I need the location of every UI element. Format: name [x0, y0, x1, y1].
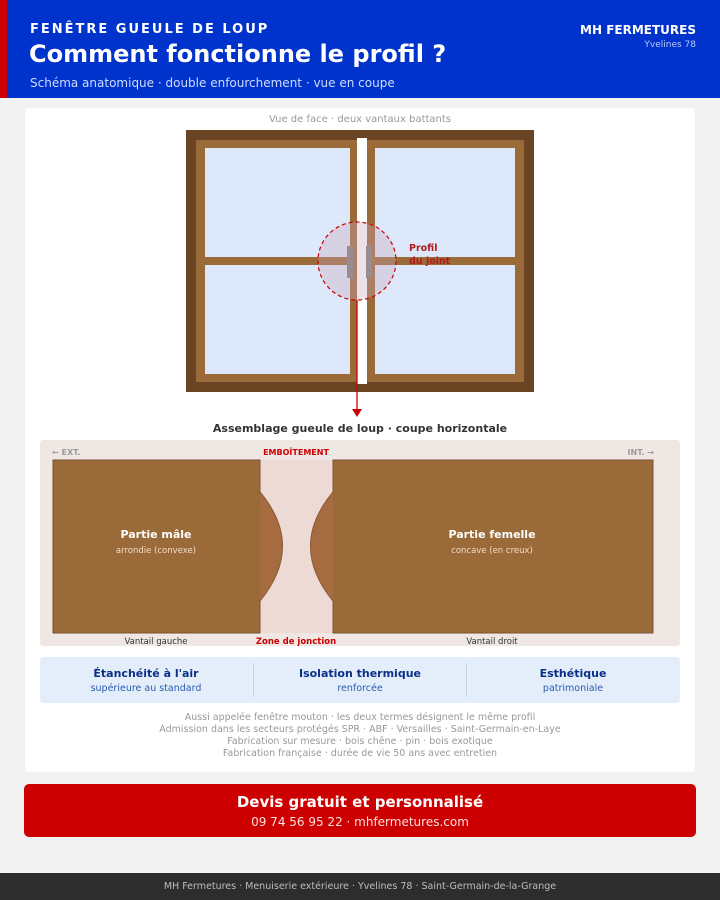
cta-contact: 09 74 56 95 22 · mhfermetures.com	[251, 815, 469, 829]
cta-title: Devis gratuit et personnalisé	[236, 793, 484, 811]
page-subtitle: Schéma anatomique · double enfourchement · vue en coupe	[30, 76, 395, 90]
glass-pane	[375, 265, 515, 374]
feature-aesthetics	[467, 657, 679, 703]
feature-subtitle: supérieure au standard	[90, 683, 202, 694]
feature-title: Isolation thermique	[298, 667, 421, 680]
header-accent-bar	[0, 0, 7, 98]
note-line: Aussi appelée fenêtre mouton · les deux termes désignent le même profil	[184, 712, 536, 723]
feature-bar	[40, 657, 680, 703]
note-line: Fabrication sur mesure · bois chêne · pin · bois exotique	[227, 736, 493, 747]
arrow-head	[352, 409, 362, 417]
footer-text: MH Fermetures · Menuiserie extérieure · Yvelines 78 · Saint-Germain-de-la-Grange	[163, 881, 557, 892]
glass-pane	[375, 148, 515, 257]
diagram-card	[25, 108, 695, 772]
exterior-label: ← EXT.	[52, 448, 81, 457]
joint-highlight-circle	[318, 222, 396, 300]
female-part-title: Partie femelle	[448, 528, 536, 541]
note-line: Admission dans les secteurs protégés SPR · ABF · Versailles · Saint-Germain-en-Laye	[159, 724, 561, 735]
notes	[25, 712, 695, 760]
joint-top-label: EMBOÎTEMENT	[263, 448, 329, 457]
footer	[0, 873, 720, 900]
note-line: Fabrication française · durée de vie 50 ans avec entretien	[222, 748, 498, 759]
window-diagram	[25, 108, 695, 653]
brand-region: Yvelines 78	[644, 40, 696, 50]
junction-caption: Zone de jonction	[255, 637, 337, 647]
header	[0, 0, 720, 98]
callout-text: Profil	[409, 243, 438, 254]
male-part-title: Partie mâle	[120, 528, 192, 541]
feature-title: Étanchéité à l'air	[93, 667, 199, 680]
right-leaf-caption: Vantail droit	[466, 637, 518, 647]
feature-airtightness	[40, 657, 252, 703]
feature-insulation	[254, 657, 466, 703]
male-part-subtitle: arrondie (convexe)	[115, 546, 197, 556]
brand-name: MH FERMETURES	[580, 23, 696, 37]
callout-text: du joint	[409, 256, 451, 267]
front-view-label: Vue de face · deux vantaux battants	[268, 114, 452, 125]
feature-title: Esthétique	[539, 667, 607, 680]
eyebrow: FENÊTRE GUEULE DE LOUP	[30, 22, 270, 37]
female-part-subtitle: concave (en creux)	[451, 546, 533, 556]
page-title: Comment fonctionne le profil ?	[29, 40, 447, 68]
quote-cta-button[interactable]	[24, 784, 696, 837]
left-leaf-caption: Vantail gauche	[124, 637, 188, 647]
feature-subtitle: renforcée	[337, 683, 383, 694]
feature-subtitle: patrimoniale	[542, 683, 604, 694]
interior-label: INT. →	[627, 448, 654, 457]
section-title: Assemblage gueule de loup · coupe horizontale	[212, 422, 508, 435]
